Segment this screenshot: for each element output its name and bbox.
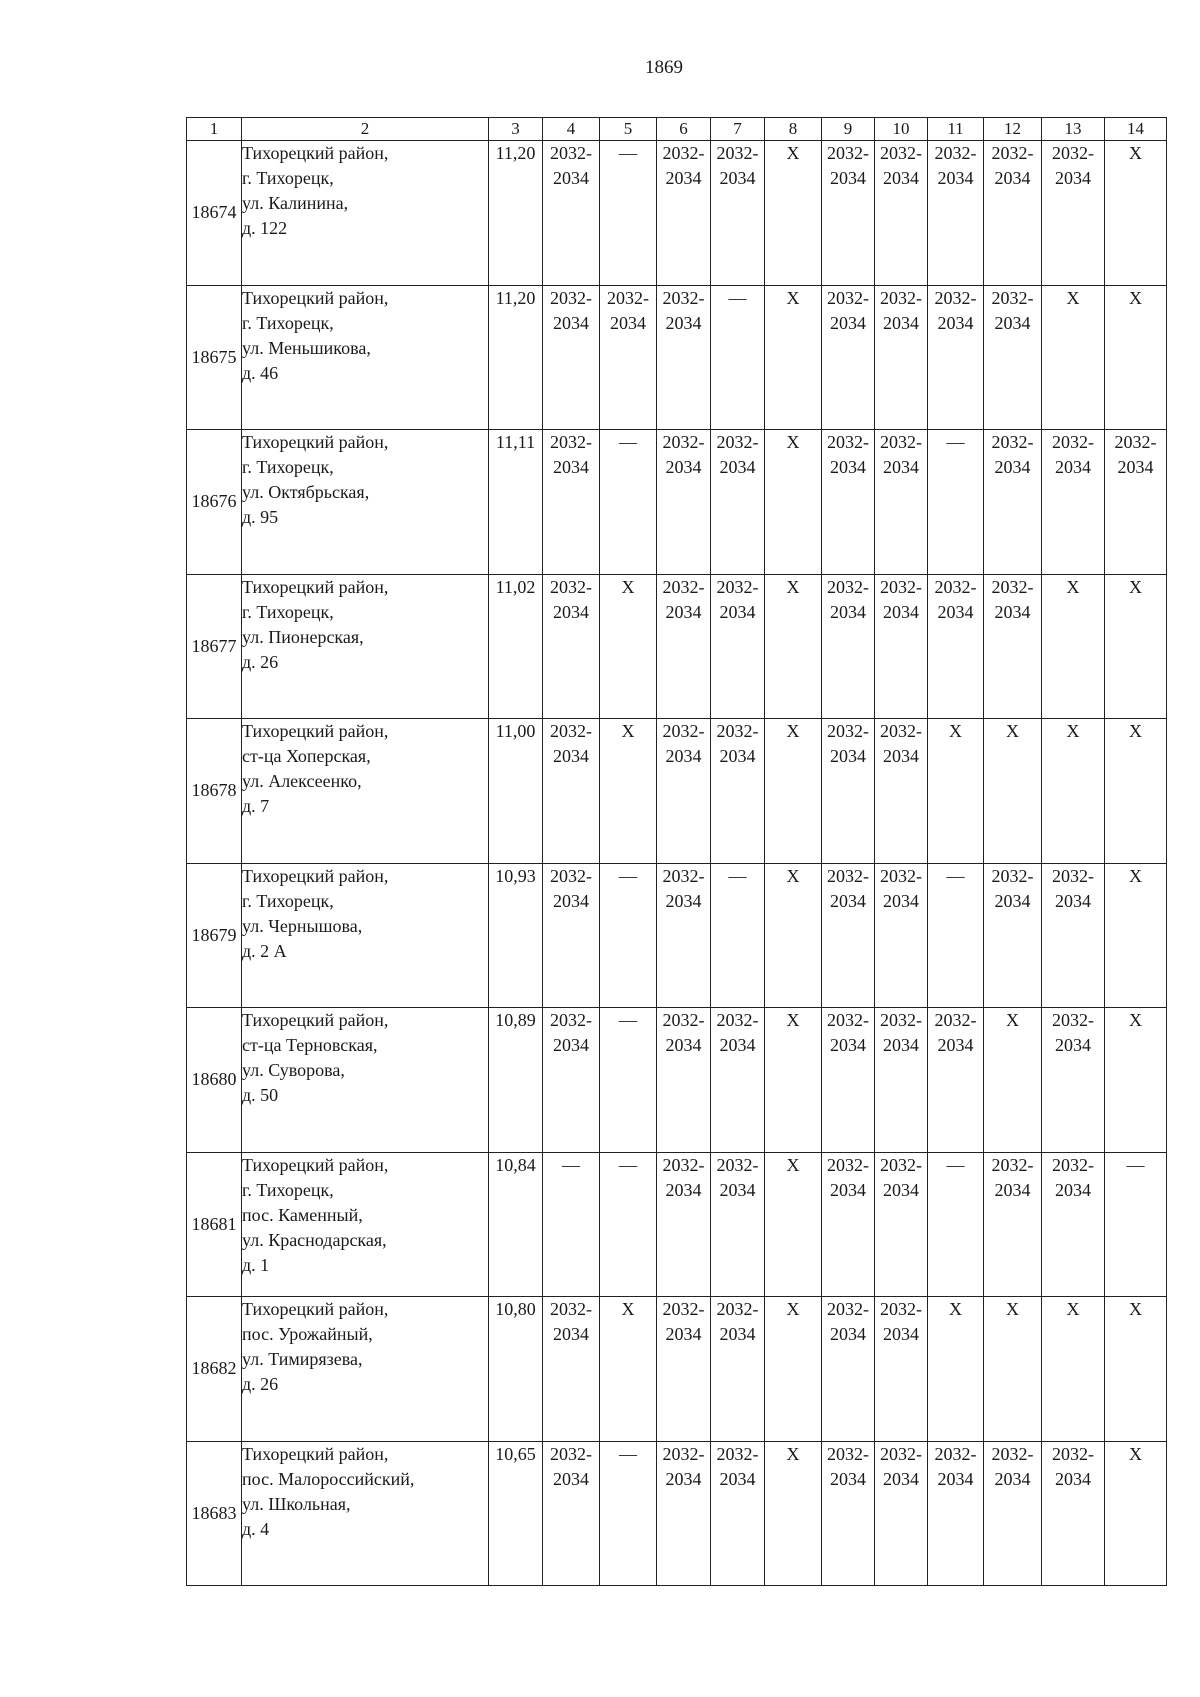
address-cell <box>242 574 489 719</box>
address-line: ул. Калинина, <box>242 193 349 213</box>
address-line: г. Тихорецк, <box>242 601 334 622</box>
column-header-5: 5 <box>600 118 657 141</box>
work-period-cell: X <box>1042 719 1105 864</box>
work-period-cell: X <box>984 719 1042 864</box>
work-period-cell: — <box>711 863 765 1008</box>
column-header-13: 13 <box>1042 118 1105 141</box>
work-period-cell: 2032- 2034 <box>875 285 928 430</box>
work-period-cell: 2032- 2034 <box>711 1008 765 1153</box>
address-line: Тихорецкий район, <box>242 1010 389 1030</box>
work-period-cell: 2032- 2034 <box>543 1008 600 1153</box>
address-line: д. 50 <box>242 1085 279 1105</box>
work-period-cell: X <box>1042 574 1105 719</box>
address-line: ул. Тимирязева, <box>242 1349 363 1369</box>
work-period-cell: X <box>1042 1297 1105 1442</box>
work-period-cell: X <box>765 863 822 1008</box>
address-line: д. 122 <box>242 218 288 238</box>
row-number: 18675 <box>187 285 242 430</box>
work-period-cell: 2032- 2034 <box>822 430 875 575</box>
column-header-8: 8 <box>765 118 822 141</box>
work-period-cell: 2032- 2034 <box>822 1152 875 1297</box>
address-line: ст-ца Терновская, <box>242 1035 378 1055</box>
work-period-cell: 2032- 2034 <box>822 285 875 430</box>
area-cell: 10,93 <box>489 863 543 1008</box>
work-period-cell: 2032- 2034 <box>984 430 1042 575</box>
work-period-cell: — <box>711 285 765 430</box>
address-line: Тихорецкий район, <box>242 143 389 163</box>
work-period-cell: 2032- 2034 <box>875 1008 928 1153</box>
work-period-cell: 2032- 2034 <box>657 574 711 719</box>
work-period-cell: X <box>765 1008 822 1153</box>
work-period-cell: 2032- 2034 <box>822 1441 875 1586</box>
address-line: ст-ца Хоперская, <box>242 746 371 766</box>
work-period-cell: 2032- 2034 <box>1105 430 1167 575</box>
column-header-4: 4 <box>543 118 600 141</box>
work-period-cell: 2032- 2034 <box>984 285 1042 430</box>
area-cell: 11,00 <box>489 719 543 864</box>
table-row <box>187 285 1167 430</box>
work-period-cell: X <box>600 719 657 864</box>
row-number: 18680 <box>187 1008 242 1153</box>
work-period-cell: X <box>984 1297 1042 1442</box>
address-line: Тихорецкий район, <box>242 576 389 597</box>
work-period-cell: 2032- 2034 <box>711 719 765 864</box>
row-number: 18678 <box>187 719 242 864</box>
column-header-3: 3 <box>489 118 543 141</box>
work-period-cell: 2032- 2034 <box>984 863 1042 1008</box>
table-row <box>187 719 1167 864</box>
table-row <box>187 1441 1167 1586</box>
address-line: Тихорецкий район, <box>242 432 389 452</box>
work-period-cell: 2032- 2034 <box>928 574 984 719</box>
work-period-cell: X <box>765 574 822 719</box>
work-period-cell: 2032- 2034 <box>657 1297 711 1442</box>
work-period-cell: 2032- 2034 <box>543 1297 600 1442</box>
registry-table <box>186 117 1167 1586</box>
work-period-cell: 2032- 2034 <box>822 574 875 719</box>
work-period-cell: 2032- 2034 <box>822 141 875 286</box>
work-period-cell: 2032- 2034 <box>928 1008 984 1153</box>
address-line: ул. Алексеенко, <box>242 771 362 791</box>
work-period-cell: X <box>765 1152 822 1297</box>
work-period-cell: 2032- 2034 <box>822 1008 875 1153</box>
work-period-cell: X <box>600 1297 657 1442</box>
work-period-cell: 2032- 2034 <box>875 574 928 719</box>
work-period-cell: 2032- 2034 <box>875 1297 928 1442</box>
area-cell: 11,02 <box>489 574 543 719</box>
area-cell: 10,65 <box>489 1441 543 1586</box>
address-cell <box>242 1008 489 1153</box>
column-header-7: 7 <box>711 118 765 141</box>
work-period-cell: 2032- 2034 <box>822 863 875 1008</box>
work-period-cell: 2032- 2034 <box>657 1152 711 1297</box>
address-line: д. 7 <box>242 796 270 816</box>
work-period-cell: X <box>1105 285 1167 430</box>
area-cell: 10,80 <box>489 1297 543 1442</box>
work-period-cell: 2032- 2034 <box>875 141 928 286</box>
work-period-cell: 2032- 2034 <box>875 1441 928 1586</box>
work-period-cell: 2032- 2034 <box>1042 863 1105 1008</box>
row-number: 18681 <box>187 1152 242 1297</box>
work-period-cell: — <box>928 1152 984 1297</box>
address-line: д. 1 <box>242 1254 270 1275</box>
area-cell: 11,20 <box>489 141 543 286</box>
address-cell <box>242 430 489 575</box>
table-row <box>187 1152 1167 1297</box>
address-line: г. Тихорецк, <box>242 457 334 477</box>
work-period-cell: 2032- 2034 <box>928 141 984 286</box>
address-line: д. 2 А <box>242 940 287 961</box>
address-cell <box>242 1441 489 1586</box>
work-period-cell: 2032- 2034 <box>875 719 928 864</box>
work-period-cell: X <box>928 1297 984 1442</box>
work-period-cell: 2032- 2034 <box>657 1008 711 1153</box>
column-header-11: 11 <box>928 118 984 141</box>
work-period-cell: 2032- 2034 <box>1042 1008 1105 1153</box>
work-period-cell: — <box>1105 1152 1167 1297</box>
work-period-cell: — <box>600 863 657 1008</box>
work-period-cell: 2032- 2034 <box>543 863 600 1008</box>
work-period-cell: X <box>1105 141 1167 286</box>
area-cell: 11,20 <box>489 285 543 430</box>
table-row <box>187 863 1167 1008</box>
row-number: 18683 <box>187 1441 242 1586</box>
address-line: г. Тихорецк, <box>242 1179 334 1200</box>
work-period-cell: 2032- 2034 <box>543 719 600 864</box>
address-line: Тихорецкий район, <box>242 721 389 741</box>
address-line: ул. Октябрьская, <box>242 482 370 502</box>
work-period-cell: X <box>1105 1008 1167 1153</box>
work-period-cell: 2032- 2034 <box>657 141 711 286</box>
address-line: Тихорецкий район, <box>242 865 389 886</box>
header-row <box>187 118 1167 141</box>
address-line: ул. Суворова, <box>242 1060 345 1080</box>
work-period-cell: X <box>765 430 822 575</box>
work-period-cell: 2032- 2034 <box>711 141 765 286</box>
work-period-cell: 2032- 2034 <box>657 863 711 1008</box>
work-period-cell: 2032- 2034 <box>984 1441 1042 1586</box>
address-line: д. 4 <box>242 1518 270 1539</box>
work-period-cell: 2032- 2034 <box>711 574 765 719</box>
row-number: 18682 <box>187 1297 242 1442</box>
address-cell <box>242 1152 489 1297</box>
work-period-cell: X <box>1042 285 1105 430</box>
work-period-cell: X <box>765 141 822 286</box>
address-line: д. 26 <box>242 1374 279 1394</box>
work-period-cell: 2032- 2034 <box>928 285 984 430</box>
work-period-cell: 2032- 2034 <box>1042 1152 1105 1297</box>
work-period-cell: — <box>928 863 984 1008</box>
work-period-cell: X <box>1105 863 1167 1008</box>
address-line: г. Тихорецк, <box>242 890 334 911</box>
work-period-cell: — <box>928 430 984 575</box>
area-cell: 10,89 <box>489 1008 543 1153</box>
area-cell: 10,84 <box>489 1152 543 1297</box>
address-line: д. 26 <box>242 651 279 672</box>
row-number: 18676 <box>187 430 242 575</box>
work-period-cell: 2032- 2034 <box>984 1152 1042 1297</box>
work-period-cell: X <box>765 1441 822 1586</box>
work-period-cell: 2032- 2034 <box>657 430 711 575</box>
work-period-cell: — <box>600 430 657 575</box>
work-period-cell: — <box>600 1008 657 1153</box>
address-line: Тихорецкий район, <box>242 1154 389 1175</box>
work-period-cell: X <box>765 1297 822 1442</box>
work-period-cell: X <box>1105 719 1167 864</box>
work-period-cell: X <box>1105 574 1167 719</box>
address-cell <box>242 1297 489 1442</box>
address-line: Тихорецкий район, <box>242 1299 389 1319</box>
work-period-cell: 2032- 2034 <box>711 1152 765 1297</box>
work-period-cell: 2032- 2034 <box>543 285 600 430</box>
work-period-cell: — <box>600 1441 657 1586</box>
address-line: пос. Малороссийский, <box>242 1468 415 1489</box>
work-period-cell: 2032- 2034 <box>1042 141 1105 286</box>
work-period-cell: 2032- 2034 <box>822 1297 875 1442</box>
table-body <box>187 141 1167 1586</box>
work-period-cell: X <box>765 719 822 864</box>
column-header-2: 2 <box>242 118 489 141</box>
column-header-1: 1 <box>187 118 242 141</box>
column-header-12: 12 <box>984 118 1042 141</box>
work-period-cell: 2032- 2034 <box>657 285 711 430</box>
work-period-cell: X <box>1105 1441 1167 1586</box>
column-header-9: 9 <box>822 118 875 141</box>
area-cell: 11,11 <box>489 430 543 575</box>
work-period-cell: X <box>984 1008 1042 1153</box>
column-header-10: 10 <box>875 118 928 141</box>
address-line: ул. Чернышова, <box>242 915 363 936</box>
work-period-cell: 2032- 2034 <box>875 430 928 575</box>
address-cell <box>242 141 489 286</box>
work-period-cell: 2032- 2034 <box>657 1441 711 1586</box>
work-period-cell: 2032- 2034 <box>1042 1441 1105 1586</box>
address-line: г. Тихорецк, <box>242 312 334 333</box>
work-period-cell: 2032- 2034 <box>543 1441 600 1586</box>
work-period-cell: X <box>928 719 984 864</box>
work-period-cell: 2032- 2034 <box>984 141 1042 286</box>
table-row <box>187 574 1167 719</box>
work-period-cell: — <box>600 1152 657 1297</box>
address-line: ул. Пионерская, <box>242 626 364 647</box>
address-line: ул. Меньшикова, <box>242 337 371 358</box>
work-period-cell: 2032- 2034 <box>822 719 875 864</box>
address-line: д. 46 <box>242 362 279 383</box>
work-period-cell: 2032- 2034 <box>543 574 600 719</box>
table-row <box>187 141 1167 286</box>
work-period-cell: 2032- 2034 <box>600 285 657 430</box>
address-line: ул. Школьная, <box>242 1493 351 1514</box>
address-line: пос. Каменный, <box>242 1204 363 1225</box>
work-period-cell: 2032- 2034 <box>984 574 1042 719</box>
address-cell <box>242 863 489 1008</box>
work-period-cell: 2032- 2034 <box>543 141 600 286</box>
table-row <box>187 1297 1167 1442</box>
work-period-cell: 2032- 2034 <box>711 1441 765 1586</box>
work-period-cell: X <box>600 574 657 719</box>
row-number: 18677 <box>187 574 242 719</box>
work-period-cell: 2032- 2034 <box>657 719 711 864</box>
row-number: 18674 <box>187 141 242 286</box>
address-line: д. 95 <box>242 507 279 527</box>
work-period-cell: 2032- 2034 <box>1042 430 1105 575</box>
column-header-14: 14 <box>1105 118 1167 141</box>
work-period-cell: — <box>600 141 657 286</box>
work-period-cell: 2032- 2034 <box>543 430 600 575</box>
work-period-cell: 2032- 2034 <box>711 430 765 575</box>
work-period-cell: X <box>1105 1297 1167 1442</box>
row-number: 18679 <box>187 863 242 1008</box>
address-line: пос. Урожайный, <box>242 1324 373 1344</box>
column-header-6: 6 <box>657 118 711 141</box>
page-number: 1869 <box>645 57 683 78</box>
work-period-cell: 2032- 2034 <box>928 1441 984 1586</box>
address-cell <box>242 285 489 430</box>
address-cell <box>242 719 489 864</box>
address-line: Тихорецкий район, <box>242 287 389 308</box>
work-period-cell: 2032- 2034 <box>875 1152 928 1297</box>
work-period-cell: X <box>765 285 822 430</box>
work-period-cell: 2032- 2034 <box>711 1297 765 1442</box>
table-row <box>187 1008 1167 1153</box>
work-period-cell: — <box>543 1152 600 1297</box>
work-period-cell: 2032- 2034 <box>875 863 928 1008</box>
address-line: г. Тихорецк, <box>242 168 334 188</box>
address-line: Тихорецкий район, <box>242 1443 389 1464</box>
table-row <box>187 430 1167 575</box>
address-line: ул. Краснодарская, <box>242 1229 387 1250</box>
